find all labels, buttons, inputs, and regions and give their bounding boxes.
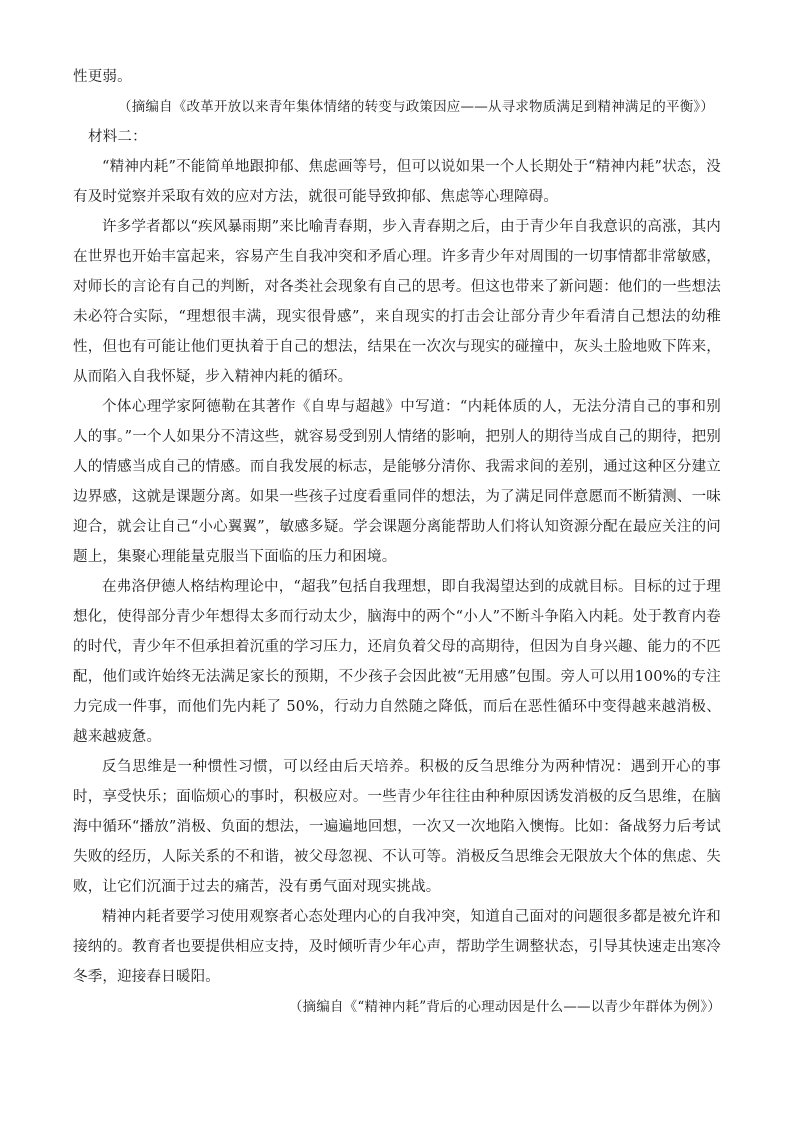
paragraph-5: 反刍思维是一种惯性习惯，可以经由后天培养。积极的反刍思维分为两种情况：遇到开心的事时，享受快乐；面临烦心的事时，积极应对。一些青少年往往由种种原因诱发消极的反刍思维，在脑海中循环“播放”消极、负面的想法，一遍遍地回想，一次又一次地陷入懊悔。比如：备战努力后考试失败的经历，人际关系的不和谐，被父母忽视、不认可等。消极反刍思维会无限放大个体的焦虑、失败，让它们沉湎于过去的痛苦，没有勇气面对现实挑战。 [73,759,721,895]
paragraph-4: 在弗洛伊德人格结构理论中，“超我”包括自我理想，即自我渴望达到的成就目标。目标的过于理想化，使得部分青少年想得太多而行动太少，脑海中的两个“小人”不断斗争陷入内耗。处于教育内卷的时代，青少年不但承担着沉重的学习压力，还肩负着父母的高期待，但因为自身兴趣、能力的不匹配，他们或许始终无法满足家长的预期，不少孩子会因此被“无用感”包围。旁人可以用100%的专注力完成一件事，而他们先内耗了 50%，行动力自然随之降低，而后在恶性循环中变得越来越消极、越来越疲惫。 [73,579,721,745]
source-citation-1: （摘编自《改革开放以来青年集体情绪的转变与政策因应——从寻求物质满足到精神满足的平衡》） [118,99,715,115]
paragraph-6: 精神内耗者要学习使用观察者心态处理内心的自我冲突，知道自己面对的问题很多都是被允许和接纳的。教育者也要提供相应支持，及时倾听青少年心声，帮助学生调整状态，引导其快速走出寒冷冬季，迎接春日暖阳。 [73,909,721,985]
paragraph-2: 许多学者都以“疾风暴雨期”来比喻青春期，步入青春期之后，由于青少年自我意识的高涨，其内在世界也开始丰富起来，容易产生自我冲突和矛盾心理。许多青少年对周围的一切事情都非常敏感，对师长的言论有自己的判断，对各类社会现象有自己的思考。但这也带来了新问题：他们的一些想法未必符合实际，“理想很丰满，现实很骨感”，来自现实的打击会让部分青少年看清自己想法的幼稚性，但也有可能让他们更执着于自己的想法，结果在一次次与现实的碰撞中，灰头土脸地败下阵来，从而陷入自我怀疑，步入精神内耗的循环。 [73,219,721,385]
document-body [73,62,721,1022]
material-2-label: 材料二： [88,129,147,145]
lead-line: 性更弱。 [73,69,132,85]
source-citation-2: （摘编自《“精神内耗”背后的心理动因是什么——以青少年群体为例》） [288,999,721,1015]
paragraph-1: “精神内耗”不能简单地跟抑郁、焦虑画等号，但可以说如果一个人长期处于“精神内耗”状态，没有及时觉察并采取有效的应对方法，就很可能导致抑郁、焦虑等心理障碍。 [73,159,721,205]
paragraph-3: 个体心理学家阿德勒在其著作《自卑与超越》中写道：“内耗体质的人，无法分清自己的事和别人的事。”一个人如果分不清这些，就容易受到别人情绪的影响，把别人的期待当成自己的期待，把别人的情感当成自己的情感。而自我发展的标志，是能够分清你、我需求间的差别，通过这种区分建立边界感，这就是课题分离。如果一些孩子过度看重同伴的想法，为了满足同伴意愿而不断猜测、一味迎合，就会让自己“小心翼翼”，敏感多疑。学会课题分离能帮助人们将认知资源分配在最应关注的问题上，集聚心理能量克服当下面临的压力和困境。 [73,399,721,565]
